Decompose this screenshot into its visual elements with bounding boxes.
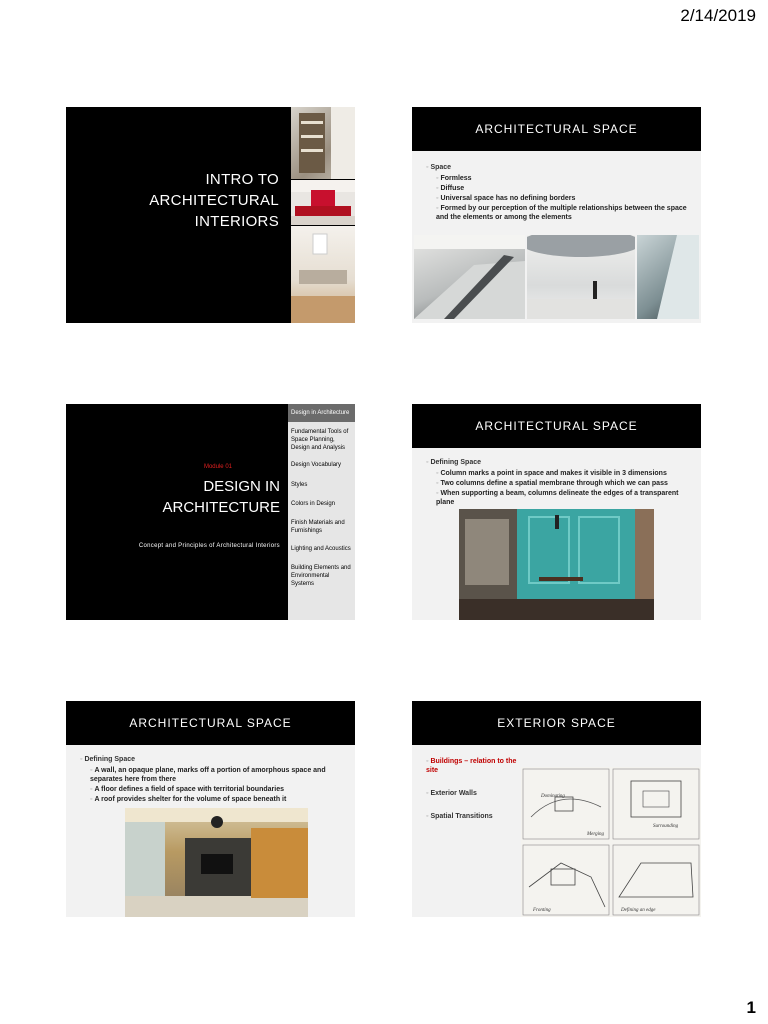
gallery-photo <box>527 235 635 319</box>
slide-architectural-space-2 <box>412 404 701 620</box>
title-line: INTERIORS <box>194 213 279 230</box>
sub-bullet: ◦ A roof provides shelter for the volume of space beneath it <box>80 795 350 804</box>
red-room-photo <box>291 180 355 225</box>
slide-title-bar <box>66 701 355 745</box>
menu-item: Design in Architecture <box>288 404 355 422</box>
sketch-label: Merging <box>587 832 605 837</box>
sketch-label: Defining an edge <box>621 908 656 913</box>
slide-content <box>426 163 696 223</box>
print-date: 2/14/2019 <box>680 6 756 25</box>
slide-title: EXTERIOR SPACE <box>497 716 616 730</box>
slide-intro <box>66 107 355 323</box>
living-room-photo <box>291 226 355 323</box>
sketch-label: Surrounding <box>653 824 679 829</box>
menu-item: Building Elements and Environmental Systems <box>291 565 351 587</box>
sub-bullet: ◦ A wall, an opaque plane, marks off a portion of amorphous space and separates here from there <box>80 766 350 784</box>
sub-bullet: ◦ When supporting a beam, columns delineate the edges of a transparent plane <box>426 489 696 507</box>
slide-content <box>426 757 526 823</box>
slide-subtitle: Concept and Principles of Architectural Interiors <box>138 543 280 549</box>
sub-bullet: ◦ Universal space has no defining borders <box>426 194 696 203</box>
module-menu <box>288 404 355 620</box>
menu-item: Styles <box>291 482 308 488</box>
sub-bullet: ◦ Formed by our perception of the multiple relationships between the space and the elements or among the elements <box>426 204 696 222</box>
bullet: ◦ Buildings – relation to the site <box>426 757 526 775</box>
sketch-label: Dominating <box>541 794 565 799</box>
slide-title: ARCHITECTURAL SPACE <box>475 122 638 136</box>
sketch-label: Fronting <box>533 908 551 913</box>
menu-item: Design Vocabulary <box>291 462 342 468</box>
slide-module-design <box>66 404 355 620</box>
slide-title-panel <box>66 404 288 620</box>
slide-title <box>106 476 280 518</box>
slide-architectural-space-3 <box>66 701 355 917</box>
slide-title-bar <box>412 404 701 448</box>
title-line: ARCHITECTURAL <box>149 192 279 209</box>
sub-bullet: ◦ Diffuse <box>426 184 696 193</box>
sub-bullet: ◦ Formless <box>426 174 696 183</box>
slide-title <box>79 169 279 232</box>
living-room-photo <box>125 808 308 917</box>
slide-title-bar <box>412 701 701 745</box>
site-sketches <box>521 767 701 917</box>
menu-item: Finish Materials and Furnishings <box>291 520 345 534</box>
slide-title: ARCHITECTURAL SPACE <box>129 716 292 730</box>
bullet: ◦ Defining Space <box>426 458 696 467</box>
shelf-photo <box>291 107 355 179</box>
title-line: ARCHITECTURE <box>162 499 280 516</box>
bullet: ◦ Exterior Walls <box>426 789 526 798</box>
slide-exterior-space <box>412 701 701 917</box>
slide-content <box>426 458 696 508</box>
sub-bullet: ◦ A floor defines a field of space with territorial boundaries <box>80 785 350 794</box>
teal-room-photo <box>459 509 654 620</box>
title-line: INTRO TO <box>205 171 279 188</box>
module-label: Module 01 <box>203 464 232 470</box>
corridor-photo <box>637 235 699 319</box>
bullet: ◦ Defining Space <box>80 755 350 764</box>
sub-bullet: ◦ Column marks a point in space and makes it visible in 3 dimensions <box>426 469 696 478</box>
menu-item: Colors in Design <box>291 501 336 507</box>
slide-content <box>80 755 350 805</box>
slide-architectural-space-1 <box>412 107 701 323</box>
sub-bullet: ◦ Two columns define a spatial membrane through which we can pass <box>426 479 696 488</box>
menu-item: Lighting and Acoustics <box>291 546 351 552</box>
title-line: DESIGN IN <box>203 478 280 495</box>
bullet: ◦ Space <box>426 163 696 172</box>
slide-title: ARCHITECTURAL SPACE <box>475 419 638 433</box>
menu-item: Fundamental Tools of Space Planning, Design and Analysis <box>291 429 349 451</box>
page-number: 1 <box>746 998 756 1017</box>
stair-photo <box>414 235 525 319</box>
bullet: ◦ Spatial Transitions <box>426 812 526 821</box>
slide-title-bar <box>412 107 701 151</box>
